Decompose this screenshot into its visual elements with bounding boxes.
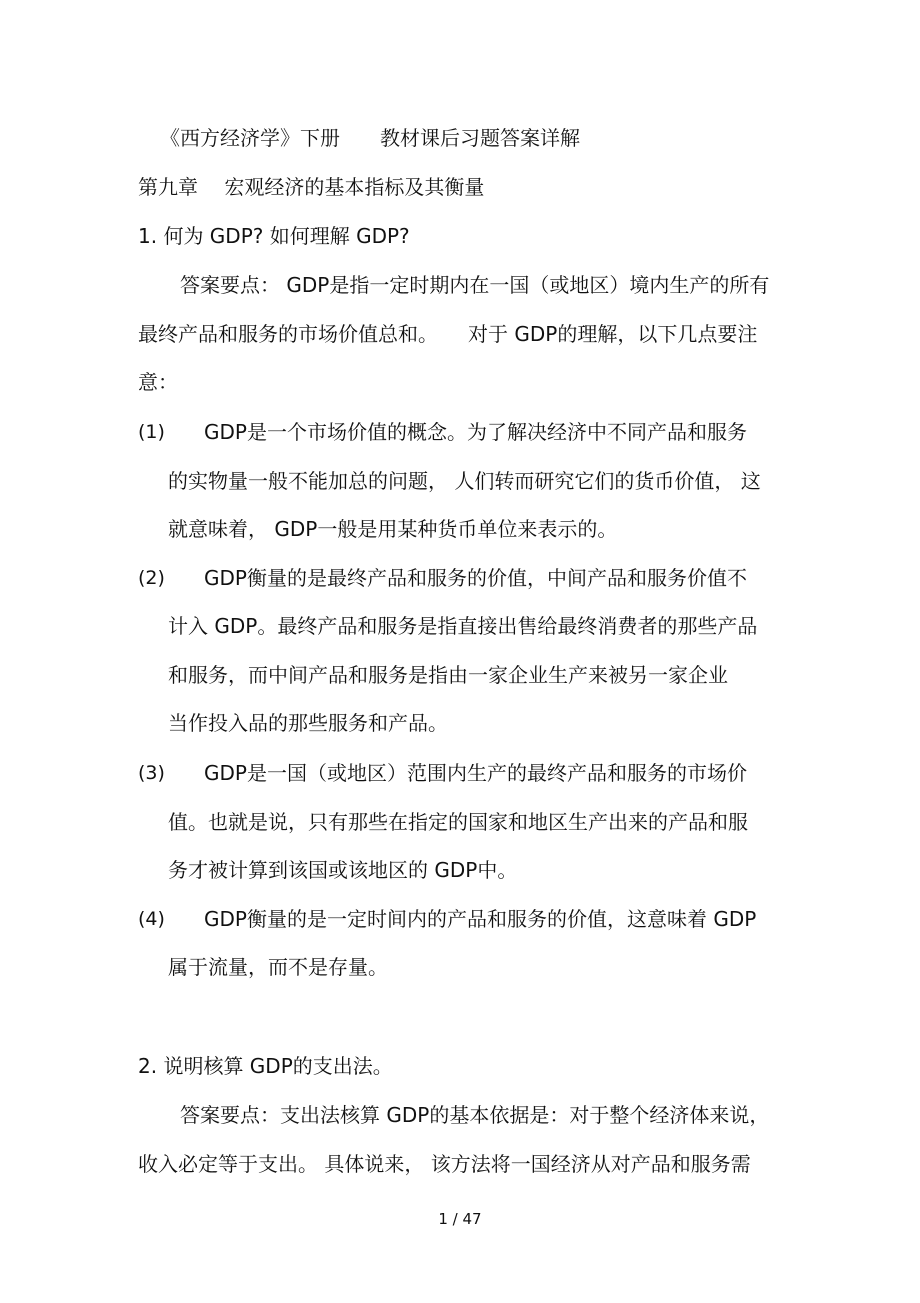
question-2-heading: 2. 说明核算 GDP的支出法。 (138, 1054, 393, 1078)
point-marker: (2) (138, 567, 165, 589)
answer-text: 答案要点：支出法核算 GDP的基本依据是：对于整个经济体来说， (180, 1103, 770, 1127)
document-title: 《西方经济学》下册 教材课后习题答案详解 (160, 126, 580, 150)
point-text: GDP是一个市场价值的概念。为了解决经济中不同产品和服务 (204, 420, 747, 444)
point-text: GDP衡量的是一定时间内的产品和服务的价值，这意味着 GDP (204, 907, 757, 931)
question-1-heading: 1. 何为 GDP? 如何理解 GDP? (138, 224, 410, 248)
point-text: 的实物量一般不能加总的问题， 人们转而研究它们的货币价值， 这 (168, 469, 761, 493)
point-text: 务才被计算到该国或该地区的 GDP中。 (168, 858, 518, 882)
point-marker: (3) (138, 762, 165, 784)
chapter-heading: 第九章 宏观经济的基本指标及其衡量 (138, 175, 485, 199)
point-text: GDP衡量的是最终产品和服务的价值，中间产品和服务价值不 (204, 566, 747, 590)
point-marker: (4) (138, 908, 165, 930)
point-text: 计入 GDP。最终产品和服务是指直接出售给最终消费者的那些产品 (168, 614, 758, 638)
answer-text: 答案要点： GDP是指一定时期内在一国（或地区）境内生产的所有 (180, 273, 770, 297)
answer-text: 意： (138, 370, 178, 394)
point-text: 就意味着， GDP一般是用某种货币单位来表示的。 (168, 517, 618, 541)
page-number: 1 / 47 (438, 1210, 482, 1228)
point-text: GDP是一国（或地区）范围内生产的最终产品和服务的市场价 (204, 761, 747, 785)
point-text: 当作投入品的那些服务和产品。 (168, 711, 448, 735)
point-text: 值。也就是说，只有那些在指定的国家和地区生产出来的产品和服 (168, 810, 748, 834)
point-marker: (1) (138, 421, 165, 443)
point-text: 属于流量，而不是存量。 (168, 955, 388, 979)
answer-text: 最终产品和服务的市场价值总和。 对于 GDP的理解，以下几点要注 (138, 322, 758, 346)
point-text: 和服务，而中间产品和服务是指由一家企业生产来被另一家企业 (168, 663, 728, 687)
answer-text: 收入必定等于支出。 具体说来， 该方法将一国经济从对产品和服务需 (138, 1152, 751, 1176)
